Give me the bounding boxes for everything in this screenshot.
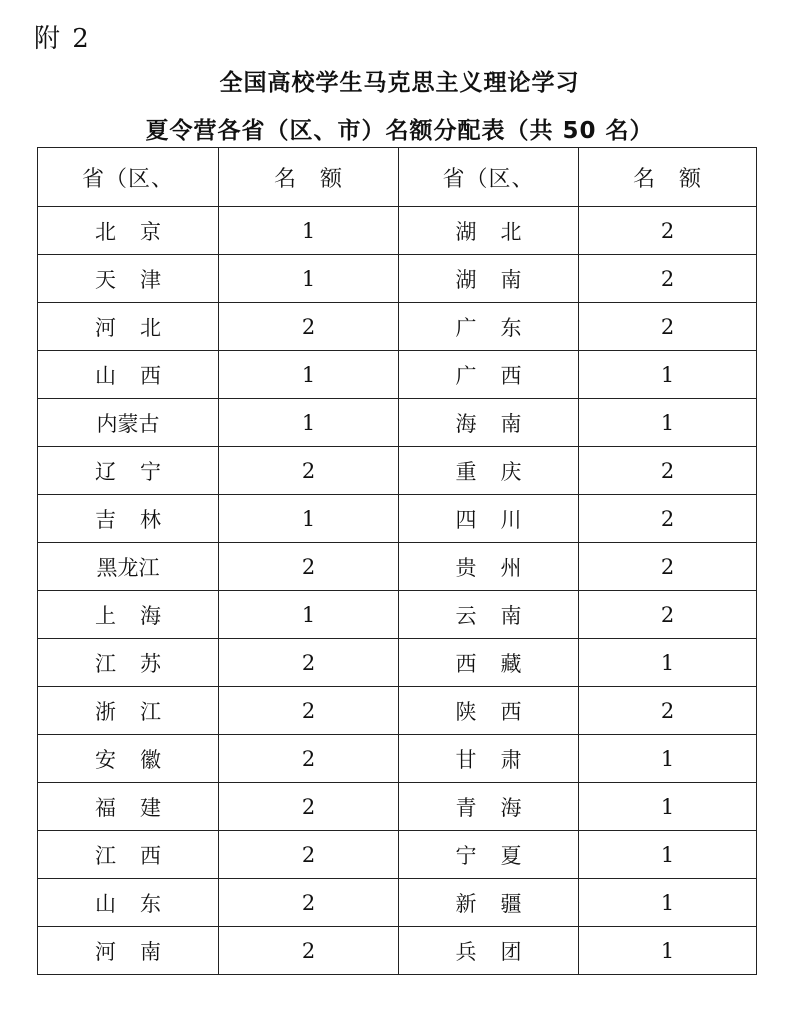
quota-cell-text: 1 [301, 362, 316, 387]
quota-cell [579, 447, 757, 495]
province-cell [38, 399, 219, 447]
quota-cell-text: 2 [301, 314, 316, 339]
table-row [38, 303, 757, 351]
quota-cell [219, 687, 399, 735]
province-cell-text: 宁夏 [455, 843, 546, 868]
province-cell-text: 江西 [95, 843, 185, 868]
quota-cell-text: 1 [660, 938, 675, 963]
quota-cell-text: 2 [660, 458, 675, 483]
quota-cell [219, 639, 399, 687]
quota-cell-text: 1 [660, 410, 675, 435]
province-cell-text: 新疆 [455, 891, 546, 916]
province-cell [399, 639, 579, 687]
quota-cell [219, 735, 399, 783]
quota-cell [579, 735, 757, 783]
table-row [38, 495, 757, 543]
table-row [38, 639, 757, 687]
quota-cell-text: 1 [301, 410, 316, 435]
quota-cell [579, 831, 757, 879]
province-cell [38, 735, 219, 783]
province-cell [38, 591, 219, 639]
quota-cell-text: 2 [660, 602, 675, 627]
quota-cell [579, 879, 757, 927]
quota-cell [579, 591, 757, 639]
quota-cell-text: 2 [301, 698, 316, 723]
province-cell [38, 207, 219, 255]
table-row [38, 927, 757, 975]
quota-cell-text: 1 [660, 650, 675, 675]
province-cell [399, 255, 579, 303]
province-cell-text: 广西 [455, 363, 546, 388]
province-cell-text: 吉林 [95, 507, 185, 532]
province-cell [399, 495, 579, 543]
province-cell [38, 447, 219, 495]
quota-cell [219, 783, 399, 831]
header-quota-left: 名 额 [219, 148, 399, 207]
table-row [38, 735, 757, 783]
province-cell [399, 927, 579, 975]
header-quota-right: 名 额 [579, 148, 757, 207]
quota-cell [219, 255, 399, 303]
province-cell [399, 447, 579, 495]
province-cell-text: 浙江 [95, 699, 185, 724]
province-cell-text: 内蒙古 [96, 411, 160, 436]
quota-cell-text: 2 [301, 650, 316, 675]
table-row [38, 591, 757, 639]
province-cell-text: 江苏 [95, 651, 185, 676]
quota-cell-text: 2 [660, 506, 675, 531]
table-row [38, 831, 757, 879]
quota-cell-text: 1 [660, 842, 675, 867]
quota-cell [579, 543, 757, 591]
province-cell-text: 河南 [95, 939, 185, 964]
province-cell [399, 207, 579, 255]
province-cell-text: 上海 [95, 603, 185, 628]
quota-cell [219, 351, 399, 399]
quota-cell [579, 399, 757, 447]
province-cell [38, 543, 219, 591]
province-cell-text: 辽宁 [95, 459, 185, 484]
quota-cell-text: 2 [301, 554, 316, 579]
province-cell [399, 591, 579, 639]
table-row [38, 687, 757, 735]
table-row [38, 783, 757, 831]
quota-cell-text: 1 [301, 266, 316, 291]
table-row [38, 207, 757, 255]
province-cell-text: 山东 [95, 891, 185, 916]
province-cell-text: 贵州 [455, 555, 546, 580]
quota-cell-text: 1 [660, 890, 675, 915]
table-body [38, 207, 757, 975]
province-cell [38, 639, 219, 687]
quota-cell [579, 687, 757, 735]
quota-cell-text: 2 [301, 890, 316, 915]
province-cell [38, 351, 219, 399]
province-cell [399, 351, 579, 399]
quota-cell [219, 495, 399, 543]
quota-cell-text: 2 [301, 746, 316, 771]
table-header-row [38, 148, 757, 207]
province-cell-text: 兵团 [455, 939, 546, 964]
province-cell-text: 河北 [95, 315, 185, 340]
quota-cell-text: 2 [301, 938, 316, 963]
quota-cell-text: 2 [301, 842, 316, 867]
quota-cell-text: 1 [301, 506, 316, 531]
quota-cell [219, 831, 399, 879]
quota-cell-text: 2 [660, 554, 675, 579]
province-cell-text: 陕西 [455, 699, 546, 724]
province-cell [38, 879, 219, 927]
quota-cell [579, 927, 757, 975]
province-cell [38, 831, 219, 879]
table-row [38, 399, 757, 447]
table-row [38, 255, 757, 303]
table-row [38, 351, 757, 399]
province-cell [399, 543, 579, 591]
province-cell-text: 广东 [455, 315, 546, 340]
document-title-line-2: 夏令营各省（区、市）名额分配表（共 50 名） [145, 118, 654, 144]
quota-cell [579, 255, 757, 303]
quota-cell [219, 879, 399, 927]
province-cell [399, 879, 579, 927]
quota-cell-text: 2 [301, 458, 316, 483]
province-cell-text: 山西 [95, 363, 185, 388]
province-cell-text: 西藏 [455, 651, 546, 676]
province-cell-text: 天津 [95, 267, 185, 292]
province-cell [399, 303, 579, 351]
province-cell-text: 湖南 [455, 267, 546, 292]
province-cell [399, 783, 579, 831]
province-cell [38, 495, 219, 543]
quota-cell [579, 783, 757, 831]
province-cell-text: 北京 [95, 219, 185, 244]
quota-cell-text: 2 [660, 314, 675, 339]
quota-cell-text: 1 [301, 218, 316, 243]
quota-cell [579, 207, 757, 255]
quota-cell [579, 303, 757, 351]
province-cell [38, 303, 219, 351]
province-cell [399, 399, 579, 447]
quota-cell-text: 2 [301, 794, 316, 819]
table-row [38, 543, 757, 591]
province-cell-text: 云南 [455, 603, 546, 628]
province-cell-text: 甘肃 [455, 747, 546, 772]
quota-cell [219, 447, 399, 495]
province-cell [38, 927, 219, 975]
province-cell-text: 重庆 [455, 459, 546, 484]
quota-cell [219, 399, 399, 447]
province-cell-text: 福建 [95, 795, 185, 820]
header-province-left: 省（区、 [38, 148, 219, 207]
quota-cell-text: 1 [660, 794, 675, 819]
quota-cell-text: 1 [660, 746, 675, 771]
table-row [38, 879, 757, 927]
province-cell-text: 四川 [455, 507, 546, 532]
province-cell-text: 黑龙江 [96, 555, 160, 580]
province-cell [399, 687, 579, 735]
attachment-label: 附 2 [34, 24, 91, 54]
quota-cell [219, 591, 399, 639]
quota-cell [579, 495, 757, 543]
quota-cell [579, 351, 757, 399]
quota-cell [219, 207, 399, 255]
quota-cell-text: 2 [660, 698, 675, 723]
province-cell [399, 831, 579, 879]
table-row [38, 447, 757, 495]
quota-allocation-table [37, 147, 757, 975]
province-cell [399, 735, 579, 783]
quota-cell-text: 1 [660, 362, 675, 387]
quota-cell [219, 927, 399, 975]
province-cell [38, 255, 219, 303]
quota-cell-text: 1 [301, 602, 316, 627]
province-cell-text: 海南 [455, 411, 546, 436]
quota-cell [579, 639, 757, 687]
quota-cell-text: 2 [660, 218, 675, 243]
province-cell [38, 687, 219, 735]
province-cell-text: 青海 [455, 795, 546, 820]
document-title-line-1: 全国高校学生马克思主义理论学习 [219, 70, 580, 96]
header-province-right: 省（区、 [399, 148, 579, 207]
quota-cell [219, 543, 399, 591]
province-cell [38, 783, 219, 831]
province-cell-text: 安徽 [95, 747, 185, 772]
province-cell-text: 湖北 [455, 219, 546, 244]
quota-cell [219, 303, 399, 351]
quota-cell-text: 2 [660, 266, 675, 291]
